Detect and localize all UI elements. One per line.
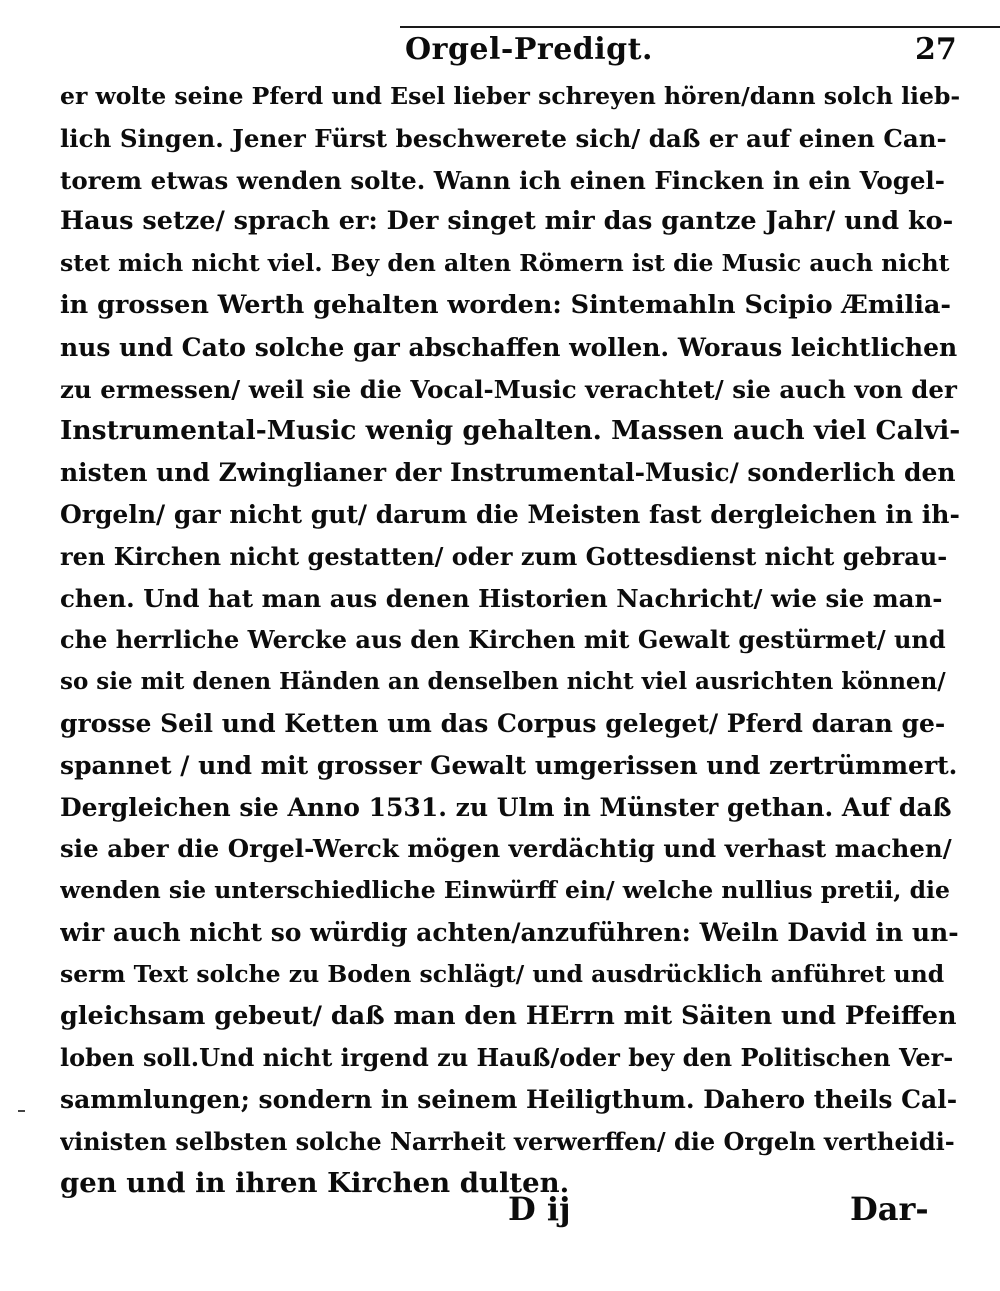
page-number: 27: [915, 32, 957, 67]
text-line: grosse Seil und Ketten um das Corpus geleget/ Pferd daran ge-: [60, 708, 946, 738]
text-line: torem etwas wenden solte. Wann ich einen Fincken in ein Vogel-: [60, 165, 945, 195]
text-line: wenden sie unterschiedliche Einwürff ein/ welche nullius pretii, die: [60, 876, 950, 905]
text-line: so sie mit denen Händen an denselben nicht viel ausrichten können/: [60, 668, 946, 696]
margin-speck: [18, 1110, 25, 1112]
text-line: sie aber die Orgel-Werck mögen verdächtig und verhast machen/: [60, 834, 952, 864]
text-line: Orgeln/ gar nicht gut/ darum die Meisten fast dergleichen in ih-: [60, 499, 960, 529]
catchword: Dar-: [850, 1190, 929, 1228]
text-line: er wolte seine Pferd und Esel lieber schreyen hören/dann solch lieb-: [60, 82, 960, 110]
text-line: zu ermessen/ weil sie die Vocal-Music verachtet/ sie auch von der: [60, 374, 957, 404]
running-head: Orgel-Predigt.: [405, 32, 653, 67]
text-line: stet mich nicht viel. Bey den alten Römern ist die Music auch nicht: [60, 249, 950, 278]
text-line: Instrumental-Music wenig gehalten. Massen auch viel Calvi-: [60, 415, 960, 447]
text-line: spannet / und mit grosser Gewalt umgerissen und zertrümmert.: [60, 750, 958, 780]
text-line: sammlungen; sondern in seinem Heiligthum. Dahero theils Cal-: [60, 1085, 958, 1115]
text-line: in grossen Werth gehalten worden: Sintemahln Scipio Æmilia-: [60, 289, 951, 320]
text-line: nus und Cato solche gar abschaffen wollen. Woraus leichtlichen: [60, 332, 958, 362]
text-line: gleichsam gebeut/ daß man den HErrn mit Säiten und Pfeiffen: [60, 1000, 957, 1031]
body-text: [60, 76, 960, 1205]
text-line: loben soll.Und nicht irgend zu Hauß/oder bey den Politischen Ver-: [60, 1043, 954, 1073]
text-line: vinisten selbsten solche Narrheit verwerffen/ die Orgeln vertheidi-: [60, 1126, 955, 1156]
signature-mark: D ij: [508, 1190, 571, 1228]
text-line: gen und in ihren Kirchen dulten.: [60, 1166, 570, 1199]
text-line: Haus setze/ sprach er: Der singet mir das gantze Jahr/ und ko-: [60, 206, 954, 237]
text-line: nisten und Zwinglianer der Instrumental-Music/ sonderlich den: [60, 458, 956, 488]
text-line: Dergleichen sie Anno 1531. zu Ulm in Münster gethan. Auf daß: [60, 792, 952, 822]
text-line: serm Text solche zu Boden schlägt/ und ausdrücklich anführet und: [60, 959, 945, 988]
page-header: [0, 24, 1000, 74]
text-line: che herrliche Wercke aus den Kirchen mit Gewalt gestürmet/ und: [60, 625, 946, 655]
text-line: lich Singen. Jener Fürst beschwerete sich/ daß er auf einen Can-: [60, 123, 947, 153]
text-line: chen. Und hat man aus denen Historien Nachricht/ wie sie man-: [60, 583, 943, 613]
text-line: ren Kirchen nicht gestatten/ oder zum Gottesdienst nicht gebrau-: [60, 541, 948, 571]
text-line: wir auch nicht so würdig achten/anzuführen: Weiln David in un-: [60, 917, 959, 947]
